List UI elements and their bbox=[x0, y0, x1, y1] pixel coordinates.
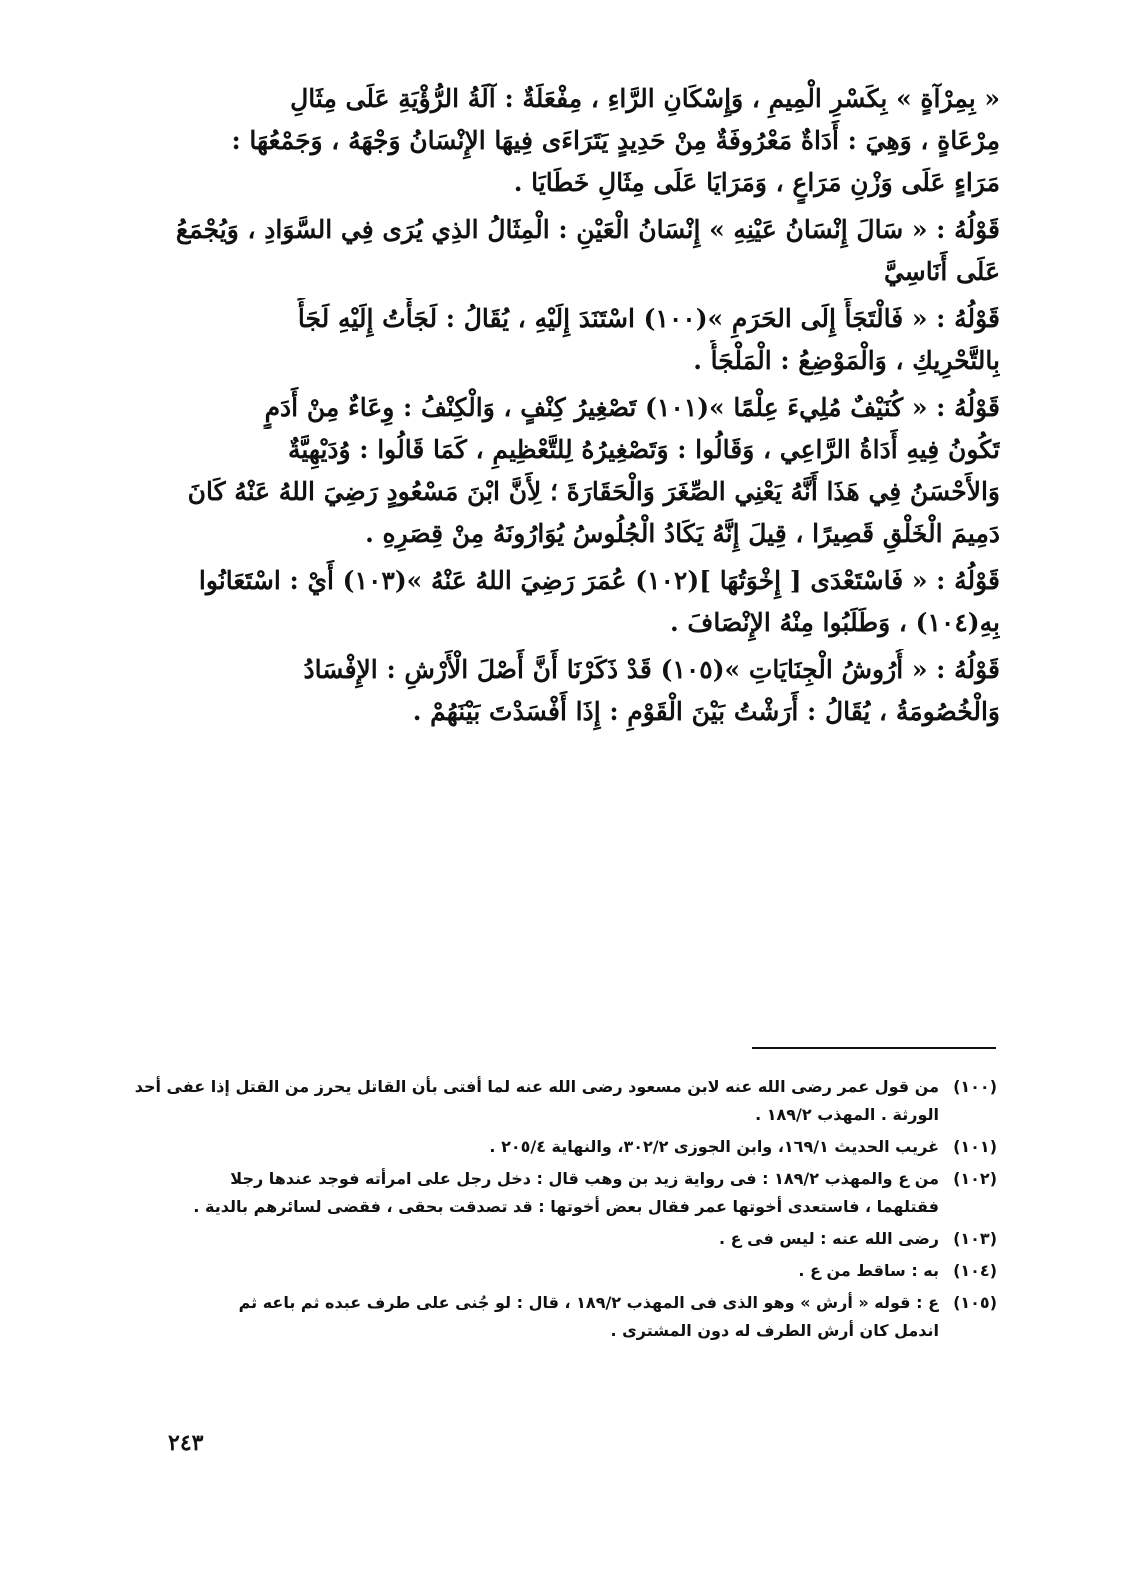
footnote-line: ع : قوله « أرش » وهو الذى فى المهذب ١٨٩/٢ ، قال : لو جُنى على طرف عبده ثم باعه ثم bbox=[238, 1293, 939, 1312]
footnotes bbox=[134, 1073, 997, 1349]
text-line: مِرْعَاةٍ ، وَهِيَ : أَدَاةٌ مَعْرُوفَةٌ مِنْ حَدِيدٍ يَتَرَاءَى فِيهَا الإِنْسَانُ وَجْهَهُ ، وَجَمْعُهَا : bbox=[231, 126, 1000, 155]
footnote-105 bbox=[165, 1289, 997, 1345]
paragraph-iltaja bbox=[165, 298, 1000, 382]
text-line: قَوْلُهُ : « سَالَ إِنْسَانُ عَيْنِهِ » إِنْسَانُ الْعَيْنِ : الْمِثَالُ الذِي يُرَى فِي السَّوَادِ ، وَيُجْمَعُ bbox=[175, 215, 1000, 244]
paragraph-insan-aynihi bbox=[165, 209, 1000, 293]
footnote-102 bbox=[165, 1165, 997, 1221]
text-line: دَمِيمَ الْخَلْقِ قَصِيرًا ، قِيلَ إِنَّهُ يَكَادُ الْجُلُوسُ يُوَارُونَهُ مِنْ قِصَرِهِ . bbox=[365, 519, 1000, 548]
text-line: وَالْخُصُومَةُ ، يُقَالُ : أَرَشْتُ بَيْنَ الْقَوْمِ : إِذَا أَفْسَدْتَ بَيْنَهُمْ . bbox=[412, 697, 1000, 726]
footnote-body bbox=[165, 1257, 939, 1285]
footnote-line: فقتلهما ، فاستعدى أخوتها عمر فقال بعض أخوتها : قد تصدقت بحقى ، فقضى لسائرهم بالدية . bbox=[193, 1197, 939, 1216]
footnote-body bbox=[165, 1165, 939, 1221]
paragraph-istada bbox=[165, 560, 1000, 644]
text-line: وَالأَحْسَنُ فِي هَذَا أَنَّهُ يَعْنِي الصِّغَرَ وَالْحَقَارَةَ ؛ لِأَنَّ ابْنَ مَسْعُودٍ رَضِيَ اللهُ عَنْهُ كَانَ bbox=[187, 477, 1000, 506]
footnote-100 bbox=[134, 1073, 997, 1129]
footnote-divider bbox=[752, 1047, 996, 1049]
text-line: قَوْلُهُ : « كُنَيْفٌ مُلِيءَ عِلْمًا »(١٠١) تَصْغِيرُ كِنْفٍ ، وَالْكِنْفُ : وِعَاءٌ مِنْ أَدَمٍ bbox=[264, 393, 1000, 422]
text-line: مَرَاءٍ عَلَى وَزْنِ مَرَاعٍ ، وَمَرَايَا عَلَى مِثَالِ خَطَايَا . bbox=[513, 168, 1000, 197]
footnote-body bbox=[135, 1073, 939, 1129]
footnote-number: (١٠٤) bbox=[953, 1261, 997, 1280]
footnote-103 bbox=[165, 1225, 997, 1253]
text-line: قَوْلُهُ : « فَالْتَجَأَ إِلَى الحَرَمِ »(١٠٠) اسْتَنَدَ إِلَيْهِ ، يُقَالُ : لَجَأْتُ إِلَيْهِ لَجَأً bbox=[297, 304, 1000, 333]
footnote-line: اندمل كان أرش الطرف له دون المشترى . bbox=[610, 1321, 939, 1340]
footnote-104 bbox=[165, 1257, 997, 1285]
paragraph-kunayf bbox=[165, 387, 1000, 555]
footnote-number: (١٠٠) bbox=[953, 1077, 997, 1096]
footnote-body bbox=[165, 1225, 939, 1253]
paragraph-mirah bbox=[165, 78, 1000, 204]
footnote-number: (١٠٢) bbox=[953, 1169, 997, 1188]
page-number: ٢٤٣ bbox=[168, 1430, 204, 1456]
main-text bbox=[165, 78, 1000, 738]
footnote-line: الورثة . المهذب ١٨٩/٢ . bbox=[755, 1105, 939, 1124]
text-line: عَلَى أَنَاسِيَّ bbox=[883, 257, 1000, 286]
footnote-line: من قول عمر رضى الله عنه لابن مسعود رضى الله عنه لما أفتى بأن القاتل يحرز من القتل إذا عفى أحد bbox=[134, 1077, 939, 1096]
footnote-line: غريب الحديث ١٦٩/١، وابن الجوزى ٣٠٢/٢، والنهاية ٢٠٥/٤ . bbox=[489, 1137, 939, 1156]
text-line: بِهِ(١٠٤) ، وَطَلَبُوا مِنْهُ الإِنْصَافَ . bbox=[670, 608, 1000, 637]
text-line: قَوْلُهُ : « أُرُوشُ الْجِنَايَاتِ »(١٠٥) قَدْ ذَكَرْنَا أَنَّ أَصْلَ الْأَرْشِ : الإِفْسَادُ bbox=[303, 655, 1000, 684]
text-line: قَوْلُهُ : « فَاسْتَعْدَى [ إِخْوَتُهَا ](١٠٢) عُمَرَ رَضِيَ اللهُ عَنْهُ »(١٠٣) أَيْ : اسْتَعَانُوا bbox=[198, 566, 1000, 595]
footnote-line: به : ساقط من ع . bbox=[798, 1261, 939, 1280]
footnote-line: رضى الله عنه : ليس فى ع . bbox=[719, 1229, 939, 1248]
footnote-line: من ع والمهذب ١٨٩/٢ : فى رواية زيد بن وهب قال : دخل رجل على امرأته فوجد عندها رجلا bbox=[230, 1169, 939, 1188]
footnote-body bbox=[165, 1289, 939, 1345]
text-line: بِالتَّحْرِيكِ ، وَالْمَوْضِعُ : الْمَلْجَأُ . bbox=[693, 346, 1000, 375]
footnote-number: (١٠١) bbox=[953, 1137, 997, 1156]
paragraph-urush bbox=[165, 649, 1000, 733]
footnote-101 bbox=[165, 1133, 997, 1161]
footnote-number: (١٠٣) bbox=[953, 1229, 997, 1248]
footnote-number: (١٠٥) bbox=[953, 1293, 997, 1312]
text-line: تَكُونُ فِيهِ أَدَاةُ الرَّاعِي ، وَقَالُوا : وَتَصْغِيرُهُ لِلتَّعْظِيمِ ، كَمَا قَالُوا : وُدَيْهِيَّةٌ bbox=[287, 435, 1000, 464]
footnote-body bbox=[165, 1133, 939, 1161]
text-line: « بِمِرْآةٍ » بِكَسْرِ الْمِيمِ ، وَإِسْكَانِ الرَّاءِ ، مِفْعَلَةٌ : آلَةُ الرُّؤْيَةِ عَلَى مِثَالِ bbox=[290, 84, 1000, 113]
